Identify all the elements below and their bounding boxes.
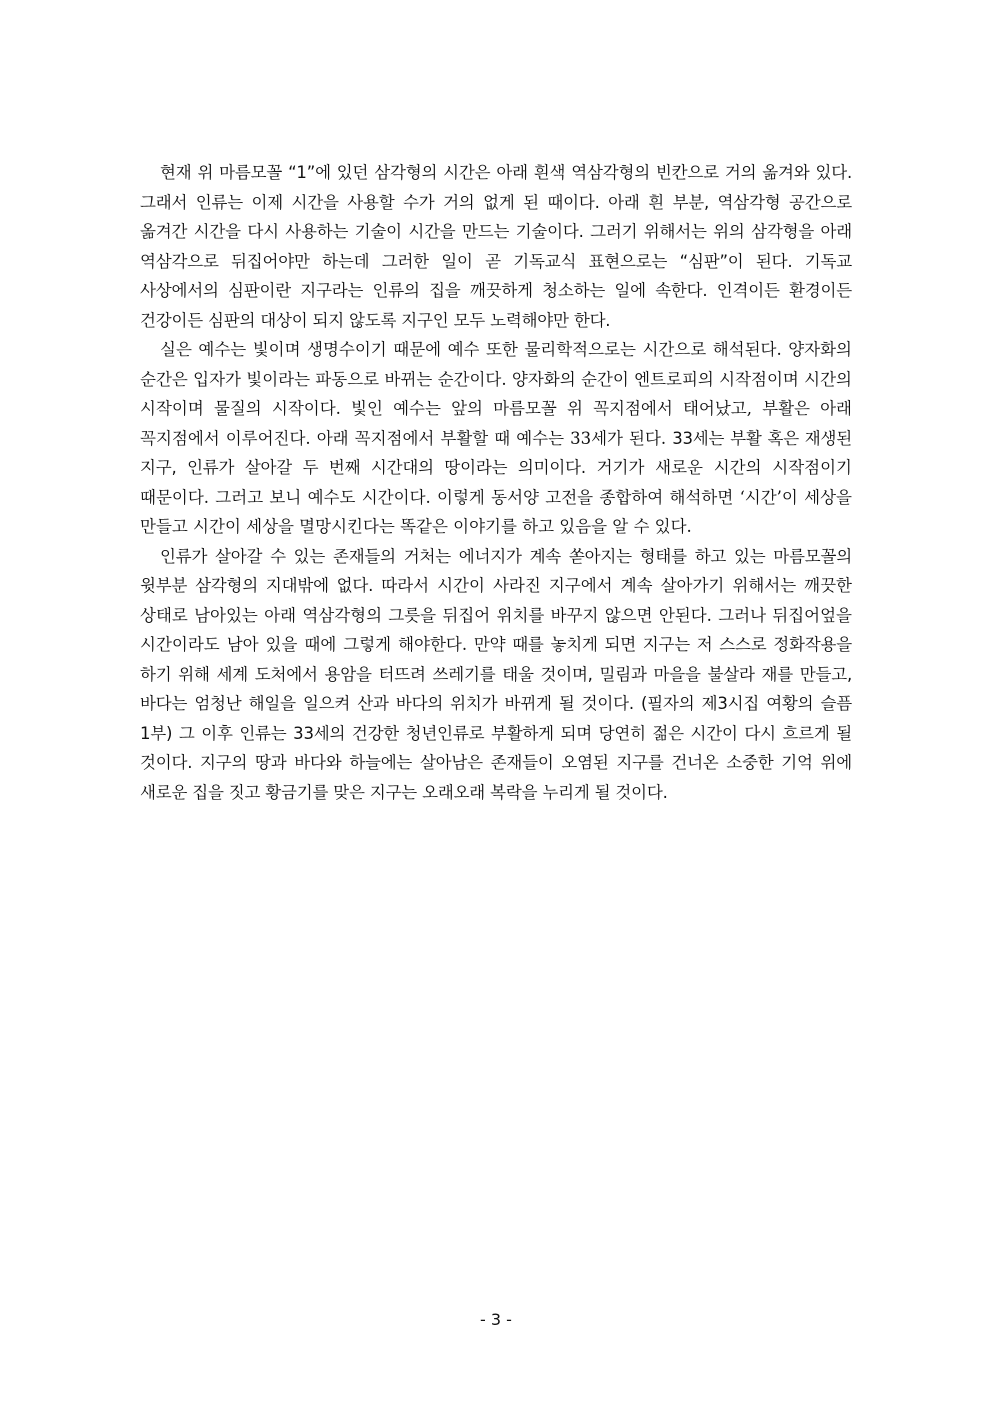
paragraph-2-text-b: 33세는 부활 혹은 재생된 지구, 인류가 살아갈 두 번째 시간대의 땅이라는 의미이다.: [140, 428, 852, 477]
paragraph-1-text: 현재 위 마름모꼴 “1”에 있던 삼각형의 시간은 아래 흰색 역삼각형의 빈칸으로 거의 옮겨와 있다. 그래서 인류는 이제 시간을 사용할 수가 거의 없게 된 때이다. 아래 흰 부분, 역삼각형 공간으로 옮겨간 시간을 다시 사용하는 기술이 시간을 만드는 기술이다. 그러기 위해서는 위의 삼각형을 아래 역삼각으로 뒤집어야만 하는데 그러한 일이 곧 기독교식 표현으로는 “심판”이 된다. 기독교 사상에서의 심판이란 지구라는 인류의 집을 깨끗하게 청소하는 일에 속한다. 인격이든 환경이든 건강이든 심판의 대상이 되지 않도록 지구인 모두 노력해야만 한다.: [140, 163, 852, 330]
page-number: - 3 -: [480, 1310, 512, 1329]
document-body: [140, 158, 852, 807]
paragraph-1: [140, 158, 852, 335]
paragraph-3-text-b: 따라서 시간이 사라진 지구에서 계속 살아가기 위해서는 깨끗한 상태로 남아있는 아래 역삼각형의 그릇을 뒤집어 위치를 바꾸지 않으면 안된다. 그러나 뒤집어엎을 시간이라도 남아 있을 때에 그렇게 해야한다.: [140, 576, 852, 654]
paragraph-2-text-c: 거기가 새로운 시간의 시작점이기 때문이다. 그러고 보니 예수도 시간이다. 이렇게 동서양 고전을 종합하여 해석하면 ‘시간’이 세상을 만들고 시간이 세상을 멸망시킨다는 똑같은 이야기를 하고 있음을 알 수 있다.: [140, 458, 852, 536]
paragraph-2: [140, 335, 852, 542]
paragraph-3-text-c: 만약 때를 놓치게 되면 지구는 저 스스로 정화작용을 하기 위해 세계 도처에서 용암을 터뜨려 쓰레기를 태울 것이며, 밀림과 마을을 불살라 재를 만들고, 바다는 엄청난 해일을 일으켜 산과 바다의 위치가 바뀌게 될 것이다. (필자의 제3시집 여황의 슬픔 1부) 그 이후 인류는 33세의 건강한 청년인류로 부활하게 되며 당연히 젊은 시간이 다시 흐르게 될 것이다. 지구의 땅과 바다와 하늘에는 살아남은 존재들이 오염된 지구를 건너온 소중한 기억 위에 새로운 집을 짓고 황금기를 맞은 지구는 오래오래 복락을 누리게 될 것이다.: [140, 635, 852, 802]
paragraph-3-text-a: 인류가 살아갈 수 있는 존재들의 거처는 에너지가 계속 쏟아지는 형태를 하고 있는 마름모꼴의 윗부분 삼각형의 지대밖에 없다.: [140, 546, 852, 595]
paragraph-2-text-a: 실은 예수는 빛이며 생명수이기 때문에 예수 또한 물리학적으로는 시간으로 해석된다. 양자화의 순간은 입자가 빛이라는 파동으로 바뀌는 순간이다. 양자화의 순간이 엔트로피의 시작점이며 시간의 시작이며 물질의 시작이다. 빛인 예수는 앞의 마름모꼴 위 꼭지점에서 태어났고, 부활은 아래 꼭지점에서 이루어진다. 아래 꼭지점에서 부활할 때 예수는 33세가 된다.: [140, 340, 852, 448]
paragraph-3: [140, 542, 852, 808]
